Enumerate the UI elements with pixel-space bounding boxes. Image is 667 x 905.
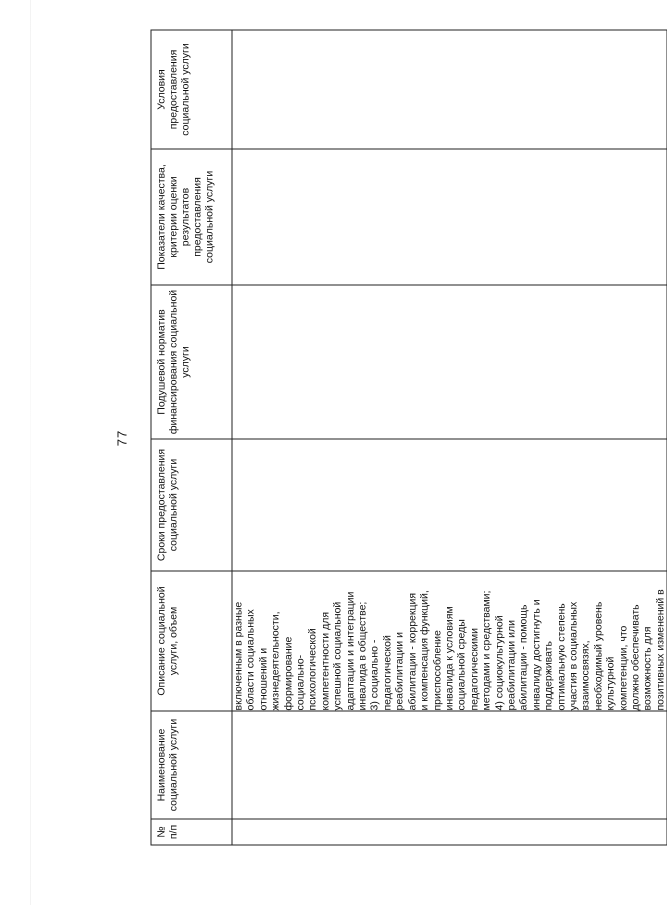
description-line: жизнедеятельности,: [269, 610, 282, 710]
description-line: абилитации - коррекция: [405, 592, 418, 710]
cell-quality-indicators: [232, 149, 667, 285]
description-line: социально-: [294, 654, 307, 710]
header-service-conditions: Условия предоставления социальной услуги: [151, 30, 232, 149]
social-services-table: [150, 29, 667, 845]
description-line: 4) социокультурной: [492, 614, 505, 710]
description-line: реабилитации или: [504, 619, 517, 710]
description-line: возможность для: [641, 626, 654, 710]
page-number: 77: [114, 429, 129, 446]
description-line: педагогической: [380, 634, 393, 710]
header-number: № п/п: [151, 819, 232, 845]
cell-financing-norm: [232, 285, 667, 439]
description-line: отношений и: [256, 647, 269, 710]
description-line: инвалида к условиям: [442, 605, 455, 710]
header-service-description: Описание социальной услуги, объем: [151, 571, 232, 711]
description-line: методами и средствами;: [480, 590, 493, 710]
description-line: адаптации и интеграции: [343, 591, 356, 710]
cell-service-description: [232, 571, 667, 711]
scan-edge-artifact: [30, 0, 31, 905]
description-line: области социальных: [244, 608, 257, 710]
description-line: культурной: [604, 656, 617, 710]
description-line: поддерживать: [542, 640, 555, 710]
header-financing-norm: Подушевой норматив финансирования социальной услуги: [151, 285, 232, 439]
description-line: инвалида в обществе;: [356, 601, 369, 710]
description-line: оптимальную степень: [554, 602, 567, 710]
table-row: [232, 30, 667, 845]
description-line: участия в социальных: [566, 601, 579, 710]
description-line: компетенции, что: [616, 625, 629, 710]
description-line: необходимый уровень: [591, 601, 604, 710]
description-line: приспособление: [430, 629, 443, 710]
description-line: позитивных изменений в: [653, 588, 666, 710]
cell-service-terms: [232, 439, 667, 571]
description-line: компетентности для: [318, 611, 331, 710]
description-line: включенным в разные: [232, 601, 244, 710]
rotated-document: [110, 30, 666, 845]
description-line: должно обеспечивать: [629, 603, 641, 710]
cell-number: [232, 819, 667, 845]
cell-service-conditions: [232, 30, 667, 149]
header-row: [151, 30, 232, 845]
description-line: педагогическими: [467, 627, 480, 710]
description-line: абилитации - помощь: [517, 603, 530, 710]
header-quality-indicators: Показатели качества, критерии оценки результатов предоставления социальной услуги: [151, 149, 232, 285]
description-line: и компенсация функций,: [418, 589, 431, 710]
header-service-terms: Сроки предоставления социальной услуги: [151, 439, 232, 571]
cell-service-name: [232, 711, 667, 819]
header-service-name: Наименование социальной услуги: [151, 711, 232, 819]
description-line: 3) социально -: [368, 639, 381, 710]
description-line: инвалиду достигнуть и: [529, 598, 542, 710]
description-line: успешной социальной: [331, 601, 344, 710]
description-line: взаимосвязях,: [579, 639, 592, 710]
description-line: реабилитации и: [393, 631, 406, 710]
description-line: социальной среды: [455, 618, 468, 710]
description-line: психологической: [306, 627, 319, 710]
description-line: формирование: [281, 636, 294, 710]
